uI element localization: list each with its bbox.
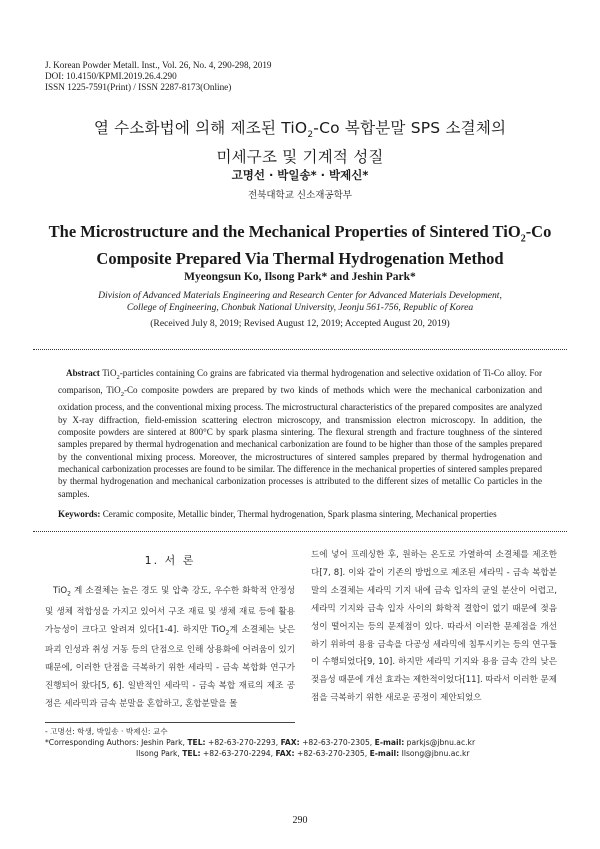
footnote-text: *Corresponding Authors: Jeshin Park, bbox=[45, 738, 188, 747]
body-right-column: 드에 넣어 프레싱한 후, 원하는 온도로 가열하여 소결체를 제조한다[7, 8]. 이와 같이 기존의 방법으로 제조된 세라믹 - 금속 복합분말의 소결체는 세라믹 기지 내에 금속 입자의 균일 분산이 어렵고, 세라믹 기지와 금속 입자 사이의 화학적 결합이 없기 때문에 젖음성이 떨어지는 등의 문제점이 있다. 따라서 이러한 문제점을 개선하기 위하여 용융 금속을 다공성 세라믹에 침투시키는 등의 연구들이 수행되었다[9, 10]. 하지만 세라믹 기지와 용융 금속 간의 낮은 젖음성 때문에 개선 효과는 제한적이었다[11]. 따라서 이러한 문제점을 극복하기 위한 새로운 공정이 제안되었으 bbox=[311, 550, 557, 704]
footnote-roles: - 고명선: 학생, 박일송 · 박제신: 교수 bbox=[45, 727, 168, 736]
journal-citation: J. Korean Powder Metall. Inst., Vol. 26, No. 4, 290-298, 2019 bbox=[45, 60, 272, 70]
top-divider bbox=[33, 349, 567, 350]
footnote-email: Ilsong@jbnu.ac.kr bbox=[399, 749, 470, 758]
journal-info bbox=[45, 60, 272, 94]
korean-title bbox=[40, 117, 560, 168]
footnote-rule bbox=[45, 722, 295, 723]
english-title-line2: Composite Prepared Via Thermal Hydrogenation Method bbox=[96, 249, 504, 269]
bottom-divider bbox=[33, 531, 567, 532]
footnote-label: TEL: bbox=[187, 738, 206, 747]
abstract-label: Abstract bbox=[66, 368, 100, 378]
body-subscript: 2 bbox=[67, 590, 71, 598]
received-dates: (Received July 8, 2019; Revised August 12, 2019; Accepted August 20, 2019) bbox=[150, 318, 450, 329]
journal-doi: DOI: 10.4150/KPMI.2019.26.4.290 bbox=[45, 71, 177, 82]
footnote-label: TEL: bbox=[182, 749, 201, 758]
abstract-text-pre: TiO bbox=[99, 368, 117, 378]
footnote-label: E-mail: bbox=[374, 738, 405, 747]
korean-title-part1: 열 수소화법에 의해 제조된 TiO bbox=[93, 119, 308, 137]
english-title-subscript: 2 bbox=[520, 233, 526, 245]
body-text: 계 소결체는 낮은 파괴 인성과 취성 거동 등의 단점으로 인해 상용화에 어려움이 있기 때문에, 이러한 단점을 극복하기 위한 세라믹 - 금속 복합화 연구가 진행되어 왔다[5, 6]. 일반적인 세라믹 - 금속 복합 재료의 제조 공정은 세라믹과 금속 분말을 혼합하고, 혼합분말을 몰 bbox=[45, 624, 295, 709]
page-number: 290 bbox=[292, 815, 308, 826]
english-title-part2: -Co bbox=[525, 222, 552, 241]
journal-issn: ISSN 1225-7591(Print) / ISSN 2287-8173(Online) bbox=[45, 82, 232, 93]
footnote-label: FAX: bbox=[280, 738, 300, 747]
body-text: TiO bbox=[53, 586, 68, 596]
english-affiliation-line2: College of Engineering, Chonbuk National University, Jeonju 561-756, Republic of Korea bbox=[126, 302, 474, 313]
footnote-text: +82-63-270-2294, bbox=[200, 749, 276, 758]
korean-affiliation: 전북대학교 신소재공학부 bbox=[248, 190, 352, 201]
english-affiliation-line1: Division of Advanced Materials Engineering and Research Center for Advanced Materials Development, bbox=[98, 290, 502, 301]
footnote-text: +82-63-270-2305, bbox=[299, 738, 375, 747]
korean-authors: 고명선 · 박일송* · 박제신* bbox=[231, 168, 369, 182]
keywords bbox=[58, 508, 542, 520]
footnote-text: +82-63-270-2305, bbox=[294, 749, 370, 758]
english-affiliation bbox=[40, 290, 560, 314]
korean-title-part2: -Co 복합분말 SPS 소결체의 bbox=[313, 119, 507, 137]
korean-title-line2: 미세구조 및 기계적 성질 bbox=[216, 148, 384, 167]
korean-title-subscript: 2 bbox=[307, 130, 314, 141]
body-text: 계 소결체는 높은 경도 및 압축 강도, 우수한 화학적 안정성 및 생체 적합성을 가지고 있어서 구조 재료 및 생체 재료 등에 활용 가능성이 크다고 알려져 있다[1-4]. 하지만 TiO bbox=[45, 586, 295, 635]
footnote-corresponding-1 bbox=[45, 738, 475, 749]
english-title bbox=[40, 222, 560, 269]
footnote-corresponding-2 bbox=[136, 749, 470, 760]
footnote-label: FAX: bbox=[275, 749, 295, 758]
footnote-label: E-mail: bbox=[369, 749, 400, 758]
abstract bbox=[58, 367, 542, 500]
body-left-column bbox=[45, 583, 295, 714]
english-authors: Myeongsun Ko, Ilsong Park* and Jeshin Park* bbox=[184, 271, 416, 283]
abstract-text-mid: -particles containing Co grains are fabricated via thermal hydrogenation and selective oxidation of Ti-Co alloy. For comparison, TiO bbox=[58, 368, 542, 396]
section-heading: 1. 서 론 bbox=[144, 554, 196, 567]
footnote-text: Ilsong Park, bbox=[136, 749, 183, 758]
abstract-subscript-1: 2 bbox=[116, 373, 120, 381]
keywords-text: Ceramic composite, Metallic binder, Thermal hydrogenation, Spark plasma sintering, Mechanical properties bbox=[100, 509, 497, 519]
footnote-text: +82-63-270-2293, bbox=[205, 738, 281, 747]
abstract-text-rest: -Co composite powders are prepared by two kinds of methods which were the mechanical carbonization and oxidation process, and the conventional mixing process. The microstructural characteristics of the prepared composites are analyzed by X-ray diffraction, field-emission scattering electron microscopy, and transmission electron microscopy. In addition, the composite powders are sintered at 800°C by spark plasma sintering. The flexural strength and fracture toughness of the sintered samples prepared by thermal hydrogenation and mechanical carbonization are found to be higher than those of the samples prepared by the conventional mixing process. Moreover, the microstructures of sintered samples prepared by thermal hydrogenation and mechanical carbonization processes are found to be similar. The difference in the mechanical properties of sintered samples prepared by thermal hydrogenation and mechanical carbonization processes is attributed to the different sizes of metallic Co particles in the samples. bbox=[58, 385, 542, 499]
english-title-part1: The Microstructure and the Mechanical Properties of Sintered TiO bbox=[48, 222, 521, 241]
body-subscript: 2 bbox=[225, 629, 230, 637]
abstract-subscript-2: 2 bbox=[120, 390, 124, 398]
footnote-email: parkjs@jbnu.ac.kr bbox=[404, 738, 476, 747]
keywords-label: Keywords: bbox=[58, 509, 101, 519]
